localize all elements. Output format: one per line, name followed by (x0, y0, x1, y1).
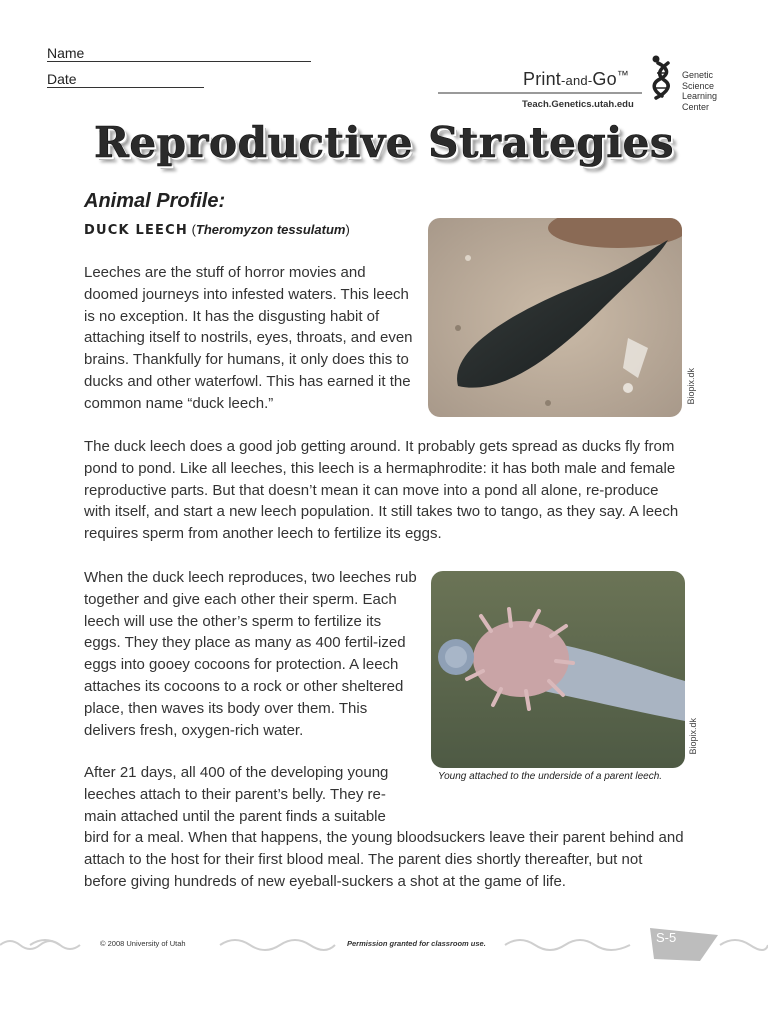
scientific-name: Theromyzon tessulatum (195, 222, 346, 237)
paren-close: ) (345, 222, 350, 237)
date-label: Date (47, 71, 77, 87)
logo-line-science: Science (682, 80, 715, 91)
paragraph-4-wrap-spacer (402, 762, 688, 806)
common-name: DUCK LEECH (84, 223, 188, 238)
paren-open: ( (191, 222, 196, 237)
paragraph-2: The duck leech does a good job getting around. It probably gets spread as ducks fly from pond to pond. Like all leeches, this leech is a hermaphrodite: it has both male and female reproductive parts. But that doesn’t mean it can move into a pond all alone, re-produce with itself, and start a new leech population. It still takes two to tango, as they say. A leech requires sperm from another leech to fertilize its eggs. (84, 438, 679, 543)
paragraph-3: When the duck leech reproduces, two leeches rub together and give each other their sperm. Each leech will use the other’s sperm to fertilize its eggs. They they place as many as 400 fertil-ized eggs into gooey cocoons for protection. A leech attaches its cocoons to a rock or other sheltered place, then waves its body over them. This delivers fresh, oxygen-rich water. (84, 569, 417, 739)
brand-and: -and- (561, 73, 593, 88)
leech-photo (428, 218, 682, 417)
name-underline (47, 61, 311, 62)
paragraph-4: After 21 days, all 400 of the developing young leeches attach to their parent’s belly. They re-main attached until the parent finds a suitable bird for a meal. When that happens, the young bloodsuckers leave their parent behind and attach to the host for their first blood meal. The parent dies shortly thereafter, but not before giving hundreds of new eyeball-suckers a shot at the game of life. (84, 764, 684, 890)
young-leeches-photo (431, 571, 685, 768)
profile-heading: Animal Profile: (84, 190, 226, 212)
footer-copyright: © 2008 University of Utah (100, 939, 186, 948)
page-number: S-5 (656, 930, 677, 945)
logo-line-center: Center (682, 101, 710, 112)
date-field[interactable] (47, 71, 204, 87)
footer-permission: Permission granted for classroom use. (347, 939, 486, 948)
young-leeches-photo-image (431, 571, 685, 768)
leech-photo-image (428, 218, 682, 417)
print-and-go-brand (523, 68, 629, 90)
brand-url: Teach.Genetics.utah.edu (522, 99, 634, 110)
brand-go: Go (592, 69, 617, 89)
paragraph-1: Leeches are the stuff of horror movies and doomed journeys into infested waters. This leech is no exception. It has the disgusting habit of attaching itself to nostrils, eyes, throats, and even brains. Thankfully for humans, it only does this to ducks and other waterfowl. This has earned it the common name “duck leech.” (84, 264, 413, 412)
photo-2-credit: Biopix.dk (688, 718, 698, 755)
brand-trademark: ™ (616, 68, 629, 82)
name-field[interactable] (47, 45, 311, 61)
logo-line-learning: Learning (682, 91, 718, 101)
species-line (84, 222, 350, 238)
name-label: Name (47, 45, 85, 61)
logo-line-genetic: Genetic (682, 70, 714, 80)
gslc-logo-text (682, 70, 717, 112)
paragraph-4-container (84, 762, 688, 893)
brand-print: Print (523, 69, 562, 89)
photo-2-caption: Young attached to the underside of a parent leech. (438, 771, 663, 782)
gslc-dna-logo-icon (648, 54, 678, 102)
date-underline (47, 87, 204, 88)
header-rule (438, 92, 642, 94)
photo-1-credit: Biopix.dk (686, 368, 696, 405)
page-title: Reproductive Strategies (93, 118, 675, 167)
